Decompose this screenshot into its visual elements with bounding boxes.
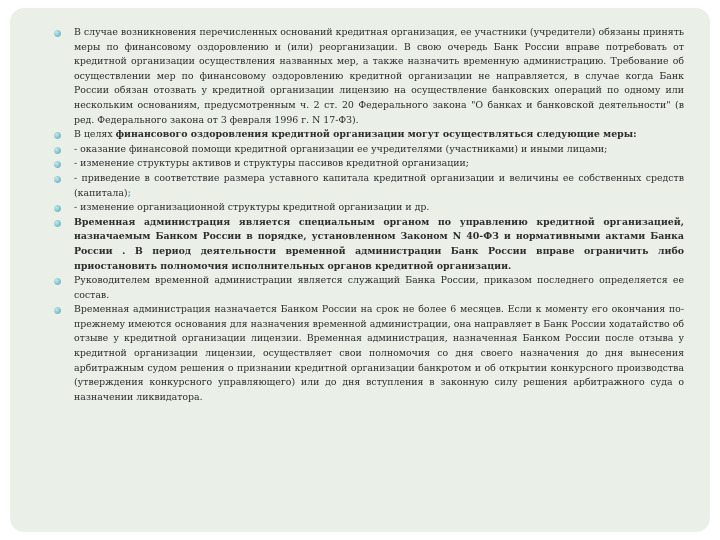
bullet-dot-icon xyxy=(54,220,61,227)
bullet-text: Временная администрация назначается Банком России на срок не более 6 месяцев. Если к моменту его окончания по-прежнему имеются основания для назначения временной администрации, она направляет в Банк России ходатайство об отзыве у кредитной организации лицензии. Временная администрация, назначенная Банком России после отзыва у кредитной организации лицензии, осуществляет свои полномочия со дня своего назначения до дня вынесения арбитражным судом решения о признании кредитной организации банкротом и об открытии конкурсного производства (утверждения конкурсного управляющего) или до дня вступления в законную силу решения арбитражного суда о назначении ликвидатора. xyxy=(74,304,684,403)
bullet-item-grounds xyxy=(54,26,684,128)
bullet-item-admin-head xyxy=(54,274,684,303)
bullet-dot-icon xyxy=(54,307,61,314)
bullet-list xyxy=(54,26,684,405)
bullet-text: - приведение в соответствие размера уставного капитала кредитной организации и величины ее собственных средств (капитала) xyxy=(74,172,684,199)
bullet-dot-icon xyxy=(54,147,61,154)
bullet-text: В случае возникновения перечисленных оснований кредитная организация, ее участники (учредители) обязаны принять меры по финансовому оздоровлению и (или) реорганизации. В свою очередь Банк России вправе потребовать от кредитной организации осуществления названных мер, а также назначить временную администрацию. Требование об осуществлении мер по финансовому оздоровлению кредитной организации не направляется, в случае когда Банк России обязан отозвать у кредитной организации лицензию на осуществление банковских операций по одному или нескольким основаниям, предусмотренным ч. 2 ст. 20 Федерального закона "О банках и банковской деятельности" (в ред. Федерального закона от 3 февраля 1996 г. N 17-ФЗ). xyxy=(74,27,684,126)
bullet-dot-icon xyxy=(54,278,61,285)
bullet-text: - оказание финансовой помощи кредитной организации ее учредителями (участниками) и иными лицами; xyxy=(74,143,608,155)
bullet-item-measures-intro xyxy=(54,128,684,143)
bullet-text-prefix: В целях xyxy=(74,129,116,141)
bullet-item-structure-change xyxy=(54,157,684,172)
bullet-dot-icon xyxy=(54,176,61,183)
bullet-dot-icon xyxy=(54,205,61,212)
accent-mark: ; xyxy=(127,187,132,199)
content-panel xyxy=(10,8,710,532)
bullet-text: - изменение организационной структуры кредитной организации и др. xyxy=(74,202,430,214)
bullet-item-temp-admin xyxy=(54,216,684,274)
bullet-text: Руководителем временной администрации является служащий Банка России, приказом последнего определяется ее состав. xyxy=(74,275,684,301)
bullet-dot-icon xyxy=(54,161,61,168)
bullet-text-bold: финансового оздоровления кредитной организации могут осуществляться следующие меры: xyxy=(115,129,637,141)
bullet-item-org-structure xyxy=(54,201,684,216)
bullet-text-bold: Временная администрация является специальным органом по управлению кредитной организацией, назначаемым Банком России в порядке, установленном Законом N 40-ФЗ и нормативными актами Банка России . В период деятельности временной администрации Банк России вправе ограничить либо приостановить полномочия исполнительных органов кредитной организации. xyxy=(74,216,684,272)
bullet-item-capital xyxy=(54,172,684,201)
bullet-item-financial-aid xyxy=(54,143,684,158)
bullet-dot-icon xyxy=(54,132,61,139)
bullet-text: - изменение структуры активов и структуры пассивов кредитной организации; xyxy=(74,158,469,170)
bullet-dot-icon xyxy=(54,30,61,37)
bullet-item-admin-term xyxy=(54,303,684,405)
